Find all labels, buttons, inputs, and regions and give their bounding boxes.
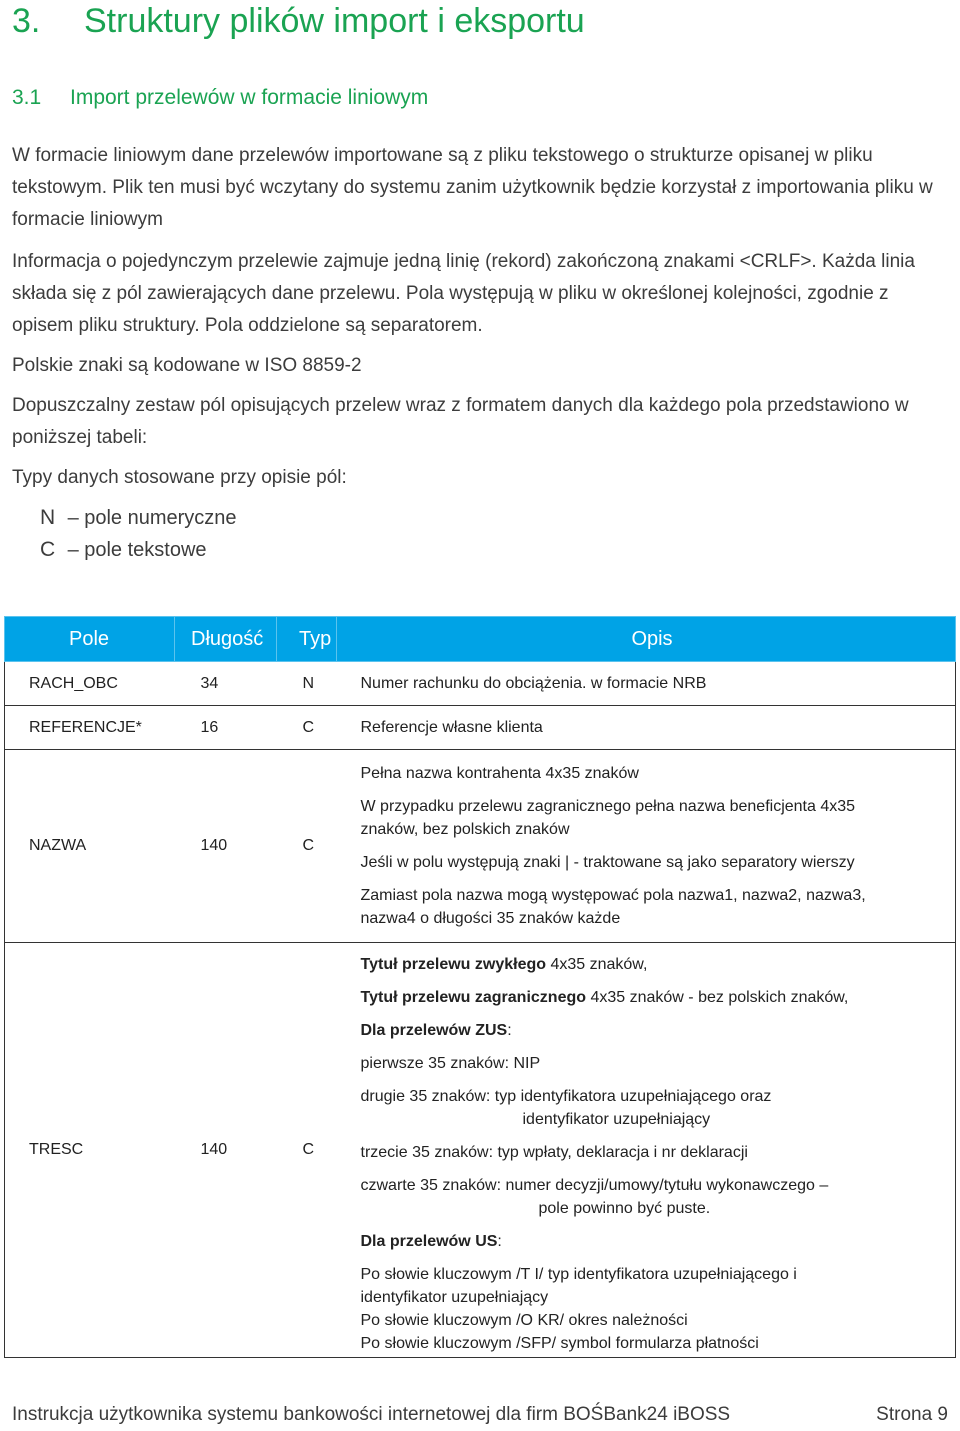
footer-title: Instrukcja użytkownika systemu bankowości internetowej dla firm BOŚBank24 iBOSS (12, 1404, 731, 1425)
cell-opis (337, 943, 956, 1358)
desc-line: Jeśli w polu występują znaki | - traktowane są jako separatory wierszy (360, 854, 855, 871)
desc-line: Po słowie kluczowym /T I/ typ identyfikatora uzupełniającego i (360, 1266, 797, 1283)
header-typ: Typ (277, 617, 337, 662)
desc-bold: Tytuł przelewu zwykłego (360, 956, 547, 973)
desc-line: trzecie 35 znaków: typ wpłaty, deklaracja i nr deklaracji (360, 1144, 748, 1161)
desc-line: znaków, bez polskich znaków (360, 821, 570, 838)
header-dlugosc: Długość (175, 617, 277, 662)
desc-line (361, 1019, 944, 1042)
cell-opis: Numer rachunku do obciążenia. w formacie NRB (337, 662, 956, 706)
cell-pole: REFERENCJE* (5, 706, 175, 750)
desc-bold: Dla przelewów ZUS (360, 1022, 508, 1039)
desc-bold: Dla przelewów US (360, 1233, 498, 1250)
types-paragraph: Typy danych stosowane przy opisie pól: (12, 467, 347, 488)
record-paragraph: Informacja o pojedynczym przelewie zajmuje jedną linię (rekord) zakończoną znakami <CRLF>. Każda linia składa się z pól zawierających dane przelewu. Pola występują w pliku w określonej kolejności, zgodnie z opisem pliku struktury. Pola oddzielone są separatorem. (12, 251, 915, 336)
fields-paragraph: Dopuszczalny zestaw pól opisujących przelew wraz z formatem danych dla każdego pola przedstawiono w poniższej tabeli: (12, 395, 909, 448)
cell-typ: C (277, 943, 337, 1358)
table-row (5, 750, 956, 943)
desc-text: : (507, 1022, 512, 1039)
desc-line: drugie 35 znaków: typ identyfikatora uzupełniającego oraz (360, 1088, 772, 1105)
header-opis: Opis (337, 617, 956, 662)
section-number: 3. (12, 2, 41, 40)
cell-typ: C (277, 750, 337, 943)
section-heading (12, 2, 585, 41)
table-row (5, 662, 956, 706)
cell-dlugosc: 16 (175, 706, 277, 750)
table-row (5, 706, 956, 750)
table-row (5, 943, 956, 1358)
desc-line: Po słowie kluczowym /O KR/ okres należności (360, 1312, 688, 1329)
cell-pole: TRESC (5, 943, 175, 1358)
desc-line: pole powinno być puste. (538, 1200, 711, 1217)
table-header-row (5, 617, 956, 662)
desc-line: czwarte 35 znaków: numer decyzji/umowy/tytułu wykonawczego – (360, 1177, 829, 1194)
page-footer (12, 1404, 948, 1426)
data-type-code: C (40, 538, 56, 561)
data-type-desc: – pole numeryczne (67, 507, 237, 529)
header-pole: Pole (5, 617, 175, 662)
cell-opis (337, 750, 956, 943)
subsection-heading (12, 86, 428, 110)
desc-line: identyfikator uzupełniający (360, 1289, 549, 1306)
desc-line: pierwsze 35 znaków: NIP (360, 1055, 541, 1072)
cell-pole: RACH_OBC (5, 662, 175, 706)
encoding-paragraph: Polskie znaki są kodowane w ISO 8859-2 (12, 355, 362, 376)
page-number: Strona 9 (876, 1404, 948, 1425)
cell-dlugosc: 34 (175, 662, 277, 706)
subsection-title: Import przelewów w formacie liniowym (70, 86, 429, 109)
subsection-number: 3.1 (12, 86, 42, 109)
desc-line: Zamiast pola nazwa mogą występować pola nazwa1, nazwa2, nazwa3, (360, 887, 866, 904)
desc-line: Po słowie kluczowym /SFP/ symbol formularza płatności (360, 1335, 759, 1352)
section-title: Struktury plików import i eksportu (84, 2, 585, 40)
fields-table (4, 616, 956, 1358)
desc-line: nazwa4 o długości 35 znaków każde (360, 910, 621, 927)
cell-typ: N (277, 662, 337, 706)
desc-text: 4x35 znaków - bez polskich znaków, (586, 989, 849, 1006)
cell-typ: C (277, 706, 337, 750)
cell-pole: NAZWA (5, 750, 175, 943)
desc-line (361, 1230, 944, 1253)
desc-line (361, 986, 944, 1009)
data-types-list (40, 502, 237, 566)
cell-dlugosc: 140 (175, 750, 277, 943)
data-type-item (40, 502, 237, 534)
desc-line: identyfikator uzupełniający (522, 1111, 711, 1128)
data-type-desc: – pole tekstowe (67, 539, 207, 561)
cell-dlugosc: 140 (175, 943, 277, 1358)
desc-text: : (497, 1233, 502, 1250)
desc-text: 4x35 znaków, (546, 956, 648, 973)
desc-line: W przypadku przelewu zagranicznego pełna nazwa beneficjenta 4x35 (360, 798, 856, 815)
desc-line (361, 953, 944, 976)
data-type-code: N (40, 506, 56, 529)
intro-paragraph: W formacie liniowym dane przelewów importowane są z pliku tekstowego o strukturze opisanej w pliku tekstowym. Plik ten musi być wczytany do systemu zanim użytkownik będzie korzystał z importowania pliku w formacie liniowym (12, 145, 933, 230)
cell-opis: Referencje własne klienta (337, 706, 956, 750)
data-type-item (40, 534, 237, 566)
desc-line: Pełna nazwa kontrahenta 4x35 znaków (360, 765, 639, 782)
desc-bold: Tytuł przelewu zagranicznego (360, 989, 587, 1006)
